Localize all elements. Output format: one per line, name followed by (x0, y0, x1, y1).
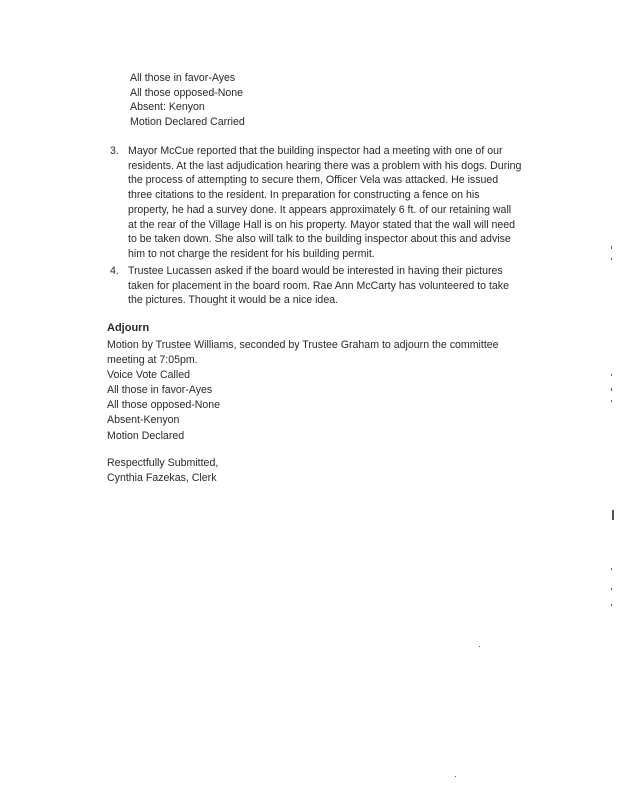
scan-speck (611, 568, 612, 570)
adjourn-line: Absent-Kenyon (107, 414, 180, 427)
scan-speck (612, 510, 614, 520)
paragraph-line: the pictures. Thought it would be a nice idea. (128, 294, 339, 307)
adjourn-line: Motion Declared (107, 429, 185, 442)
vote-line: Motion Declared Carried (130, 116, 245, 128)
adjourn-line: All those opposed-None (107, 399, 221, 412)
item-number: 4. (110, 265, 119, 277)
item-paragraph (128, 144, 568, 262)
adjourn-block (107, 338, 499, 444)
scan-speck (611, 388, 612, 391)
paragraph-line: to be taken down. She also will talk to the building inspector about this and advise (128, 233, 511, 246)
paragraph-line: him to not charge the resident for his building permit. (128, 247, 375, 260)
adjourn-line: meeting at 7:05pm. (107, 354, 198, 367)
signature-block (107, 456, 218, 486)
paragraph-line: taken for placement in the board room. Rae Ann McCarty has volunteered to take (128, 279, 509, 292)
adjourn-line: Motion by Trustee Williams, seconded by Trustee Graham to adjourn the committee (107, 339, 499, 351)
paragraph-line: property, he had a survey done. It appears approximately 6 ft. of our retaining wall (128, 203, 512, 216)
adjourn-heading: Adjourn (107, 322, 150, 334)
paragraph-line: the process of attempting to secure them, Officer Vela was attacked. He issued (128, 174, 499, 187)
item-number: 3. (110, 145, 119, 157)
scan-speck (611, 374, 612, 376)
paragraph-line: at the rear of the Village Hall is on his property. Mayor stated that the wall will need (128, 218, 516, 231)
paragraph-line: residents. At the last adjudication hearing there was a problem with his dogs. During (128, 159, 522, 172)
scan-speck (611, 604, 612, 606)
scan-speck (611, 588, 612, 590)
scan-speck (611, 400, 612, 402)
paragraph-line: Trustee Lucassen asked if the board would be interested in having their pictures (128, 265, 503, 277)
vote-line: All those opposed-None (130, 87, 244, 99)
item-paragraph (128, 264, 568, 308)
paragraph-line: three citations to the resident. In preparation for constructing a fence on his (128, 189, 480, 202)
adjourn-line: Voice Vote Called (107, 369, 191, 382)
vote-line: All those in favor-Ayes (130, 72, 236, 84)
scan-speck (611, 246, 612, 249)
scan-speck (611, 258, 612, 260)
scan-speck (455, 776, 456, 777)
vote-line: Absent: Kenyon (130, 101, 205, 113)
paragraph-line: Mayor McCue reported that the building inspector had a meeting with one of our (128, 145, 503, 157)
signature-name: Cynthia Fazekas, Clerk (107, 472, 217, 485)
signature-closing: Respectfully Submitted, (107, 457, 219, 469)
adjourn-line: All those in favor-Ayes (107, 384, 213, 397)
scan-speck (479, 646, 480, 647)
